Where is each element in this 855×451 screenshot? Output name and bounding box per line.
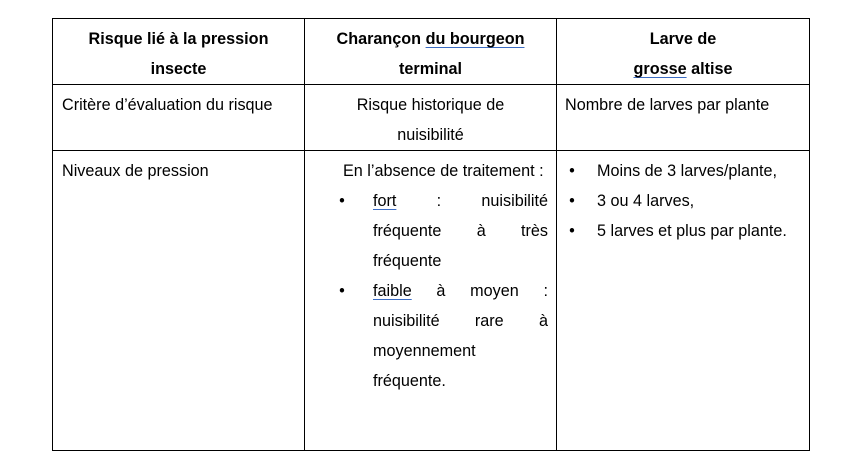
bullet-icon: • xyxy=(339,282,345,300)
levels-label: Niveaux de pression xyxy=(62,162,209,180)
list-item xyxy=(565,216,801,246)
criteria-charancon-cell xyxy=(305,85,557,151)
bullet-icon: • xyxy=(339,192,345,210)
header-cell-altise xyxy=(557,19,810,85)
criteria-label: Critère d’évaluation du risque xyxy=(62,96,273,114)
levels-charancon-cell xyxy=(305,151,557,451)
header-altise-word: altise xyxy=(691,60,733,78)
list-item xyxy=(335,276,548,396)
level-keyword-fort: fort xyxy=(373,192,397,210)
criteria-altise-value: Nombre de larves par plante xyxy=(565,96,770,114)
level-keyword-faible: faible xyxy=(373,282,412,300)
levels-altise-content xyxy=(557,151,809,246)
altise-level-text: 3 ou 4 larves, xyxy=(597,192,695,210)
criteria-row xyxy=(53,85,810,151)
header-terminal-word: terminal xyxy=(399,60,462,78)
list-item xyxy=(565,156,801,186)
bullet-icon: • xyxy=(569,162,575,180)
list-item xyxy=(335,186,548,276)
bullet-icon: • xyxy=(569,192,575,210)
header-risk-text: Risque lié à la pression insecte xyxy=(88,30,269,78)
level-text-faible: à moyen : nuisibilité rare à moyennement fréquente. xyxy=(373,282,548,390)
header-charancon-text xyxy=(305,19,556,84)
criteria-charancon-value: Risque historique de nuisibilité xyxy=(356,96,505,144)
header-du-bourgeon: du bourgeon xyxy=(425,30,525,48)
levels-label-cell xyxy=(53,151,305,451)
header-charancon-word: Charançon xyxy=(336,30,422,48)
header-cell-risk xyxy=(53,19,305,85)
altise-level-text: 5 larves et plus par plante. xyxy=(597,222,787,240)
levels-row xyxy=(53,151,810,451)
altise-level-text: Moins de 3 larves/plante, xyxy=(597,162,777,180)
pressure-risk-table xyxy=(52,18,810,451)
levels-charancon-content xyxy=(305,151,556,396)
header-grosse-word: grosse xyxy=(633,60,687,78)
bullet-icon: • xyxy=(569,222,575,240)
criteria-label-cell xyxy=(53,85,305,151)
header-row xyxy=(53,19,810,85)
header-larve-de: Larve de xyxy=(649,30,717,48)
level-text-fort: : nuisibilité fréquente à très fréquente xyxy=(373,192,548,270)
levels-altise-cell xyxy=(557,151,810,451)
criteria-altise-cell xyxy=(557,85,810,151)
list-item xyxy=(565,186,801,216)
header-altise-text xyxy=(557,19,809,84)
levels-charancon-list xyxy=(335,186,548,396)
header-cell-charancon xyxy=(305,19,557,85)
levels-charancon-intro: En l’absence de traitement : xyxy=(343,162,544,180)
levels-altise-list xyxy=(565,156,801,246)
